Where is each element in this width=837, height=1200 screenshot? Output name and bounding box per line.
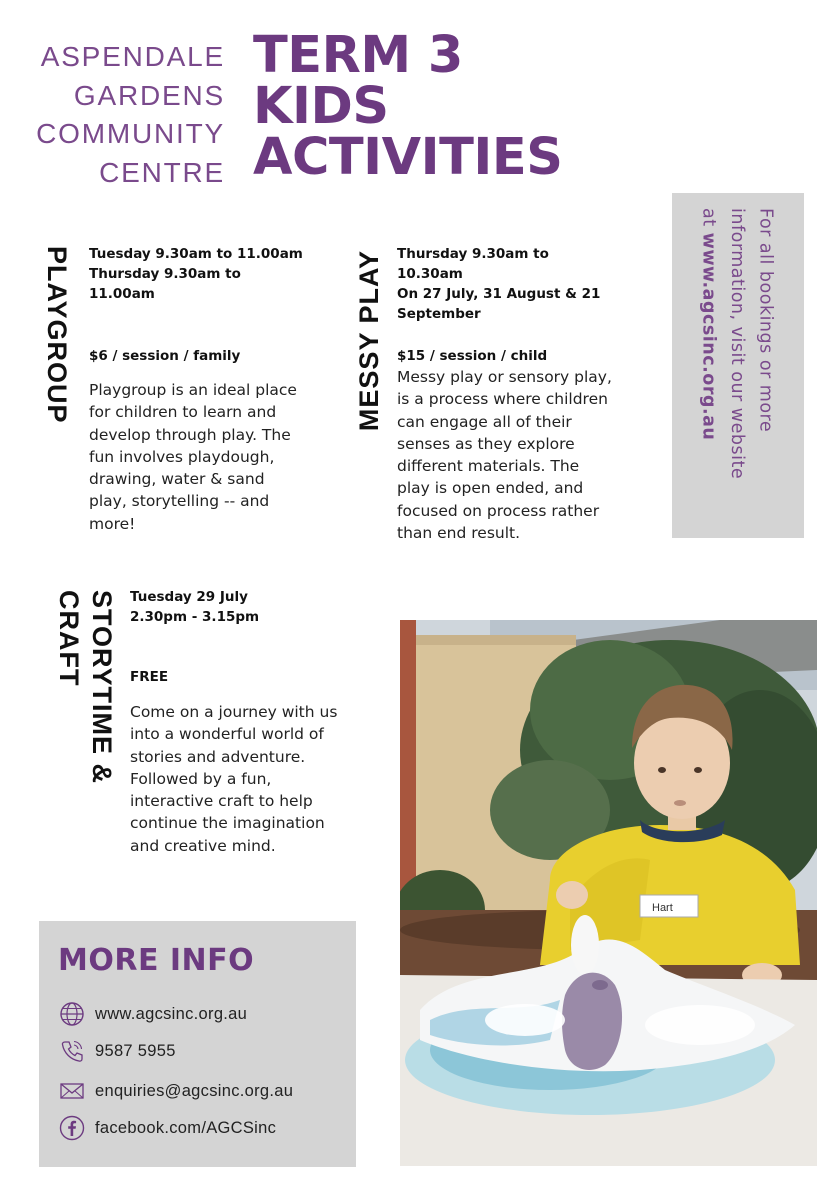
playgroup-label: PLAYGROUP <box>42 246 72 424</box>
globe-icon <box>59 1001 85 1027</box>
playgroup-schedule <box>89 244 304 304</box>
booking-website-link[interactable]: www.agcsinc.org.au <box>698 232 719 441</box>
booking-line-prefix: at <box>698 208 719 233</box>
more-info-title: MORE INFO <box>58 943 255 978</box>
schedule-line: Thursday 9.30am to 10.30am <box>397 246 549 282</box>
messy-play-description: Messy play or sensory play, is a process where children can engage all of their senses as they explore different materials. The play is open ended, and focused on process rather than end result. <box>397 368 612 543</box>
messy-play-schedule <box>397 244 615 324</box>
messy-play-info <box>397 244 615 544</box>
facebook-text: facebook.com/AGCSinc <box>95 1118 277 1137</box>
contact-email[interactable] <box>59 1078 293 1104</box>
name-tag: Hart <box>652 902 673 914</box>
messy-play-price: $15 / session / child <box>397 348 548 364</box>
title-line: TERM 3 <box>253 26 463 85</box>
schedule-line: Tuesday 29 July <box>130 589 248 605</box>
schedule-line: Thursday 9.30am to 11.00am <box>89 266 241 302</box>
page-title <box>253 26 563 187</box>
contact-website[interactable] <box>59 1001 247 1027</box>
schedule-line: 2.30pm - 3.15pm <box>130 609 260 625</box>
playgroup-price: $6 / session / family <box>89 348 241 364</box>
envelope-icon <box>59 1078 85 1104</box>
phone-text: 9587 5955 <box>95 1041 176 1060</box>
storytime-description: Come on a journey with us into a wonderful world of stories and adventure. Followed by a fun, interactive craft to help continue the imagination and creative mind. <box>130 703 338 855</box>
org-line: ASPENDALE <box>40 41 225 72</box>
storytime-label-line: CRAFT <box>54 590 84 687</box>
messy-play-label: MESSY PLAY <box>354 250 384 432</box>
website-text: www.agcsinc.org.au <box>95 1004 248 1023</box>
booking-line <box>694 208 723 479</box>
org-line: COMMUNITY <box>36 118 225 149</box>
facebook-icon <box>59 1115 85 1141</box>
org-line: GARDENS <box>73 79 225 111</box>
booking-line: For all bookings or more <box>755 208 776 433</box>
email-text: enquiries@agcsinc.org.au <box>95 1081 294 1100</box>
playgroup-info <box>89 244 304 535</box>
contact-phone[interactable] <box>59 1038 176 1064</box>
org-line: CENTRE <box>99 156 225 188</box>
contact-facebook[interactable] <box>59 1115 276 1141</box>
schedule-line: Tuesday 9.30am to 11.00am <box>89 246 303 262</box>
phone-icon <box>59 1038 85 1064</box>
storytime-label-line: STORYTIME & <box>87 590 117 785</box>
storytime-price: FREE <box>130 669 169 685</box>
storytime-label <box>52 590 118 784</box>
schedule-line: On 27 July, 31 August & 21 September <box>397 286 601 322</box>
storytime-info <box>130 587 342 857</box>
booking-line: information, visit our website <box>727 208 747 480</box>
booking-panel <box>672 193 804 538</box>
title-line: KIDS <box>253 77 389 136</box>
storytime-schedule <box>130 587 342 627</box>
child-messy-play-photo <box>400 620 817 1166</box>
organisation-name <box>36 38 225 192</box>
booking-text <box>694 208 780 479</box>
title-line: ACTIVITIES <box>253 128 563 187</box>
playgroup-description: Playgroup is an ideal place for children to learn and develop through play. The fun involves playdough, drawing, water & sand play, storytelling -- and more! <box>89 381 297 533</box>
more-info-panel <box>39 921 356 1167</box>
